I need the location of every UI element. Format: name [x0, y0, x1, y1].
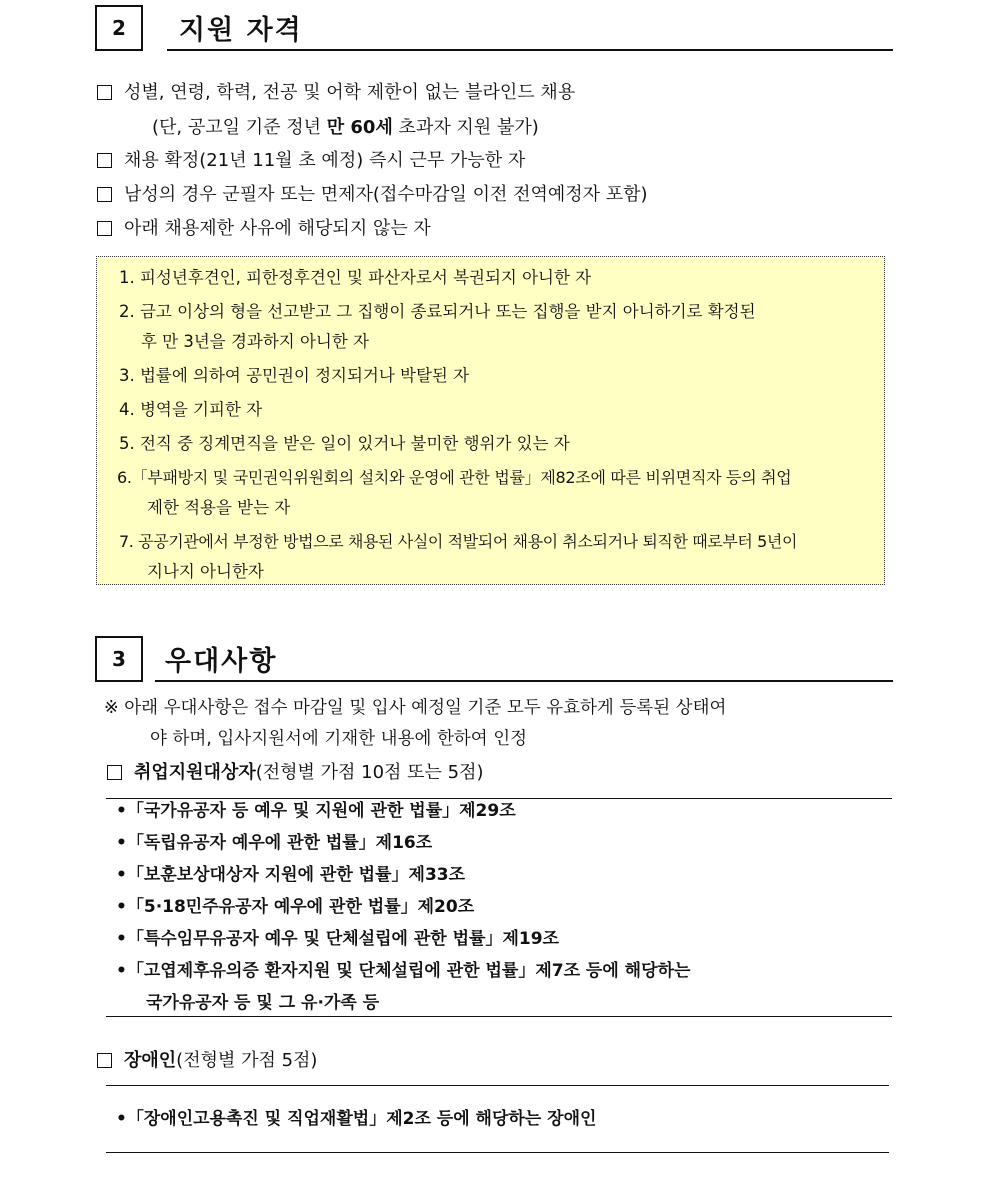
- restriction-item: 3. 법률에 의하여 공민권이 정지되거나 박탈된 자: [119, 366, 470, 385]
- divider: [106, 1152, 889, 1153]
- checkbox-square-icon: [107, 765, 122, 780]
- law-item: •「국가유공자 등 예우 및 지원에 관한 법률」제29조: [116, 801, 516, 821]
- qualification-item: 남성의 경우 군필자 또는 면제자(접수마감일 이전 전역예정자 포함): [97, 184, 648, 206]
- section-2-header: [95, 5, 893, 53]
- employment-support-heading: 취업지원대상자(전형별 가점 10점 또는 5점): [107, 762, 484, 784]
- restriction-item: 7. 공공기관에서 부정한 방법으로 채용된 사실이 적발되어 채용이 취소되거나 퇴직한 때로부터 5년이: [119, 532, 798, 551]
- restriction-item-cont: 제한 적용을 받는 자: [147, 498, 291, 517]
- restriction-item-cont: 후 만 3년을 경과하지 아니한 자: [141, 332, 369, 351]
- notice-line: 야 하며, 입사지원서에 기재한 내용에 한하여 인정: [150, 729, 528, 749]
- checkbox-square-icon: [97, 85, 112, 100]
- divider: [106, 798, 892, 799]
- section-number: 3: [95, 636, 143, 682]
- law-item: •「독립유공자 예우에 관한 법률」제16조: [116, 833, 433, 853]
- notice-line: ※ 아래 우대사항은 접수 마감일 및 입사 예정일 기준 모두 유효하게 등록된 상태여: [104, 698, 727, 718]
- section-title: 우대사항: [155, 636, 893, 682]
- qualification-item: 아래 채용제한 사유에 해당되지 않는 자: [97, 218, 431, 240]
- law-item: •「고엽제후유의증 환자지원 및 단체설립에 관한 법률」제7조 등에 해당하는: [116, 961, 691, 981]
- checkbox-square-icon: [97, 221, 112, 236]
- section-3-header: [95, 636, 893, 684]
- age-limit-note: (단, 공고일 기준 정년 만 60세 초과자 지원 불가): [152, 117, 539, 138]
- law-item: •「보훈보상대상자 지원에 관한 법률」제33조: [116, 865, 466, 885]
- law-item: •「장애인고용촉진 및 직업재활법」제2조 등에 해당하는 장애인: [116, 1109, 597, 1129]
- restrictions-box: [96, 256, 885, 585]
- restriction-item: 4. 병역을 기피한 자: [119, 400, 263, 419]
- disabled-heading: 장애인(전형별 가점 5점): [97, 1050, 317, 1072]
- divider: [106, 1016, 892, 1017]
- qualification-item: 채용 확정(21년 11월 초 예정) 즉시 근무 가능한 자: [97, 150, 525, 172]
- law-item: •「특수임무유공자 예우 및 단체설립에 관한 법률」제19조: [116, 929, 559, 949]
- section-number: 2: [95, 5, 143, 51]
- section-title: 지원 자격: [167, 5, 893, 51]
- checkbox-square-icon: [97, 1053, 112, 1068]
- divider: [106, 1085, 889, 1086]
- restriction-item: 1. 피성년후견인, 피한정후견인 및 파산자로서 복권되지 아니한 자: [119, 268, 592, 287]
- restriction-item: 5. 전직 중 징계면직을 받은 일이 있거나 불미한 행위가 있는 자: [119, 434, 570, 453]
- qualification-item: 성별, 연령, 학력, 전공 및 어학 제한이 없는 블라인드 채용: [97, 82, 575, 104]
- restriction-item: 2. 금고 이상의 형을 선고받고 그 집행이 종료되거나 또는 집행을 받지 아니하기로 확정된: [119, 302, 756, 321]
- law-item: •「5·18민주유공자 예우에 관한 법률」제20조: [116, 897, 475, 917]
- checkbox-square-icon: [97, 153, 112, 168]
- restriction-item-cont: 지나지 아니한자: [147, 562, 264, 581]
- checkbox-square-icon: [97, 187, 112, 202]
- law-item-cont: 국가유공자 등 및 그 유·가족 등: [146, 993, 380, 1013]
- restriction-item: 6.「부패방지 및 국민권익위원회의 설치와 운영에 관한 법률」제82조에 따른 비위면직자 등의 취업: [117, 468, 792, 487]
